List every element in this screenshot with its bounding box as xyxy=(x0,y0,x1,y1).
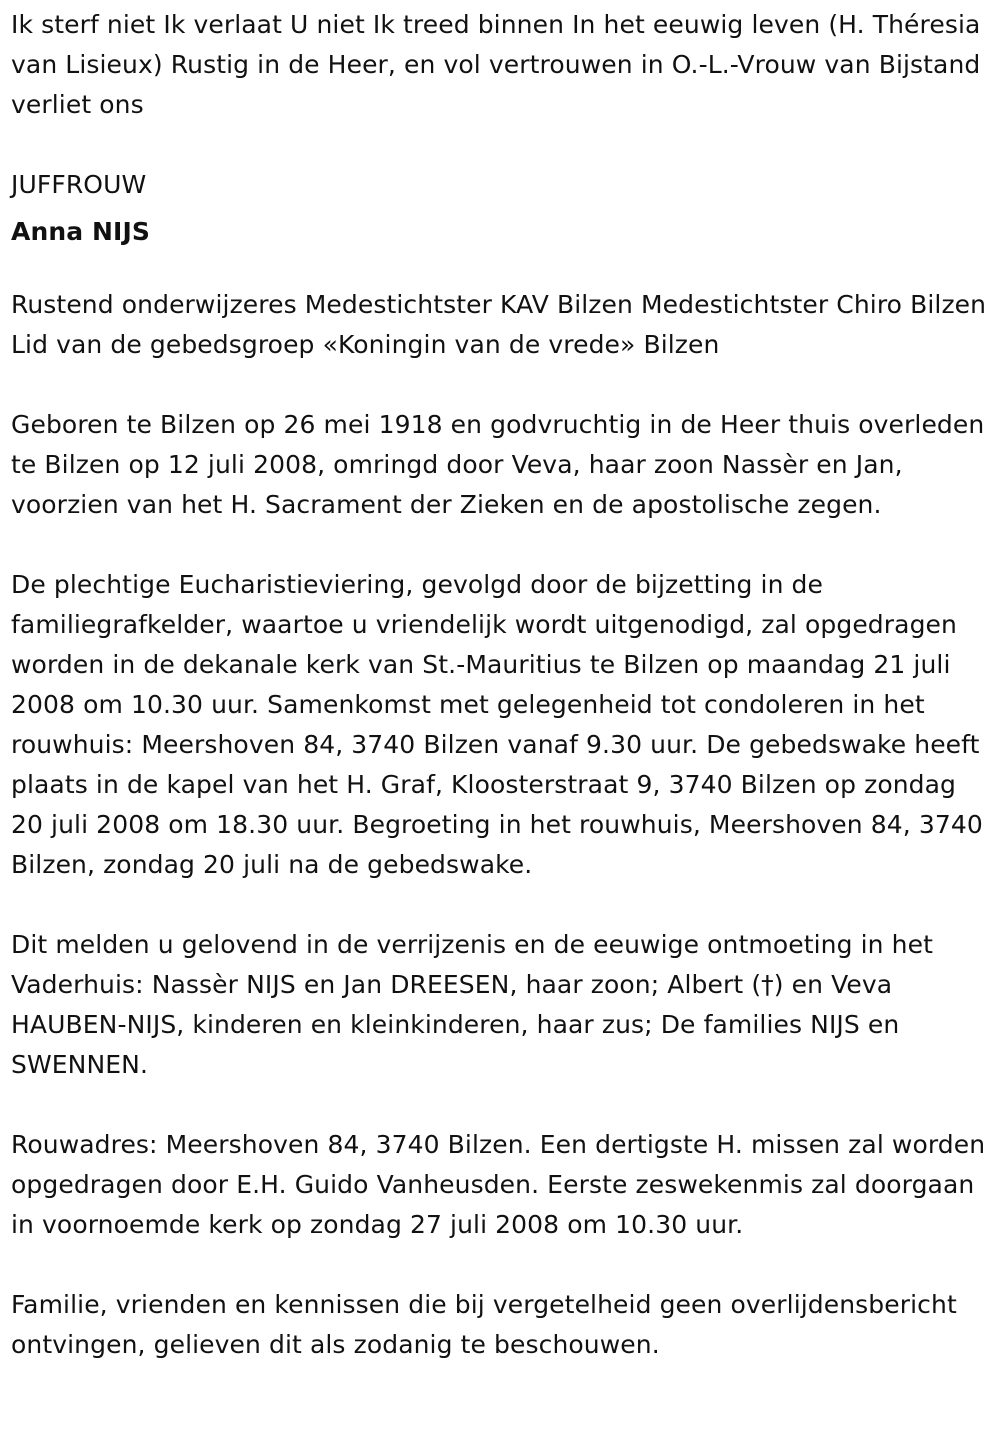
address-paragraph: Rouwadres: Meershoven 84, 3740 Bilzen. Een dertigste H. missen zal worden opgedragen door E.H. Guido Vanheusden. Eerste zeswekenmis zal doorgaan in voornoemde kerk op zondag 27 juli 2008 om 10.30 uur. xyxy=(11,1130,986,1239)
roles-paragraph: Rustend onderwijzeres Medestichtster KAV Bilzen Medestichtster Chiro Bilzen Lid van de gebedsgroep «Koningin van de vrede» Bilzen xyxy=(11,290,987,359)
closing-paragraph: Familie, vrienden en kennissen die bij vergetelheid geen overlijdensbericht ontvingen, gelieven dit als zodanig te beschouwen. xyxy=(11,1290,957,1359)
honorific-title: JUFFROUW xyxy=(11,170,147,199)
deceased-name: Anna NIJS xyxy=(11,217,150,246)
intro-paragraph: Ik sterf niet Ik verlaat U niet Ik treed binnen In het eeuwig leven (H. Théresia van Lisieux) Rustig in de Heer, en vol vertrouwen in O.-L.-Vrouw van Bijstand verliet ons xyxy=(11,10,981,119)
announcement-paragraph: Dit melden u gelovend in de verrijzenis en de eeuwige ontmoeting in het Vaderhuis: Nassèr NIJS en Jan DREESEN, haar zoon; Albert (†) en Veva HAUBEN-NIJS, kinderen en kleinkinderen, haar zus; De families NIJS en SWENNEN. xyxy=(11,930,933,1079)
birth-death-paragraph: Geboren te Bilzen op 26 mei 1918 en godvruchtig in de Heer thuis overleden te Bilzen op 12 juli 2008, omringd door Veva, haar zoon Nassèr en Jan, voorzien van het H. Sacrament der Zieken en de apostolische zegen. xyxy=(11,410,985,519)
ceremony-paragraph: De plechtige Eucharistieviering, gevolgd door de bijzetting in de familiegrafkelder, waartoe u vriendelijk wordt uitgenodigd, zal opgedragen worden in de dekanale kerk van St.-Mauritius te Bilzen op maandag 21 juli 2008 om 10.30 uur. Samenkomst met gelegenheid tot condoleren in het rouwhuis: Meershoven 84, 3740 Bilzen vanaf 9.30 uur. De gebedswake heeft plaats in de kapel van het H. Graf, Kloosterstraat 9, 3740 Bilzen op zondag 20 juli 2008 om 18.30 uur. Begroeting in het rouwhuis, Meershoven 84, 3740 Bilzen, zondag 20 juli na de gebedswake. xyxy=(11,570,983,879)
